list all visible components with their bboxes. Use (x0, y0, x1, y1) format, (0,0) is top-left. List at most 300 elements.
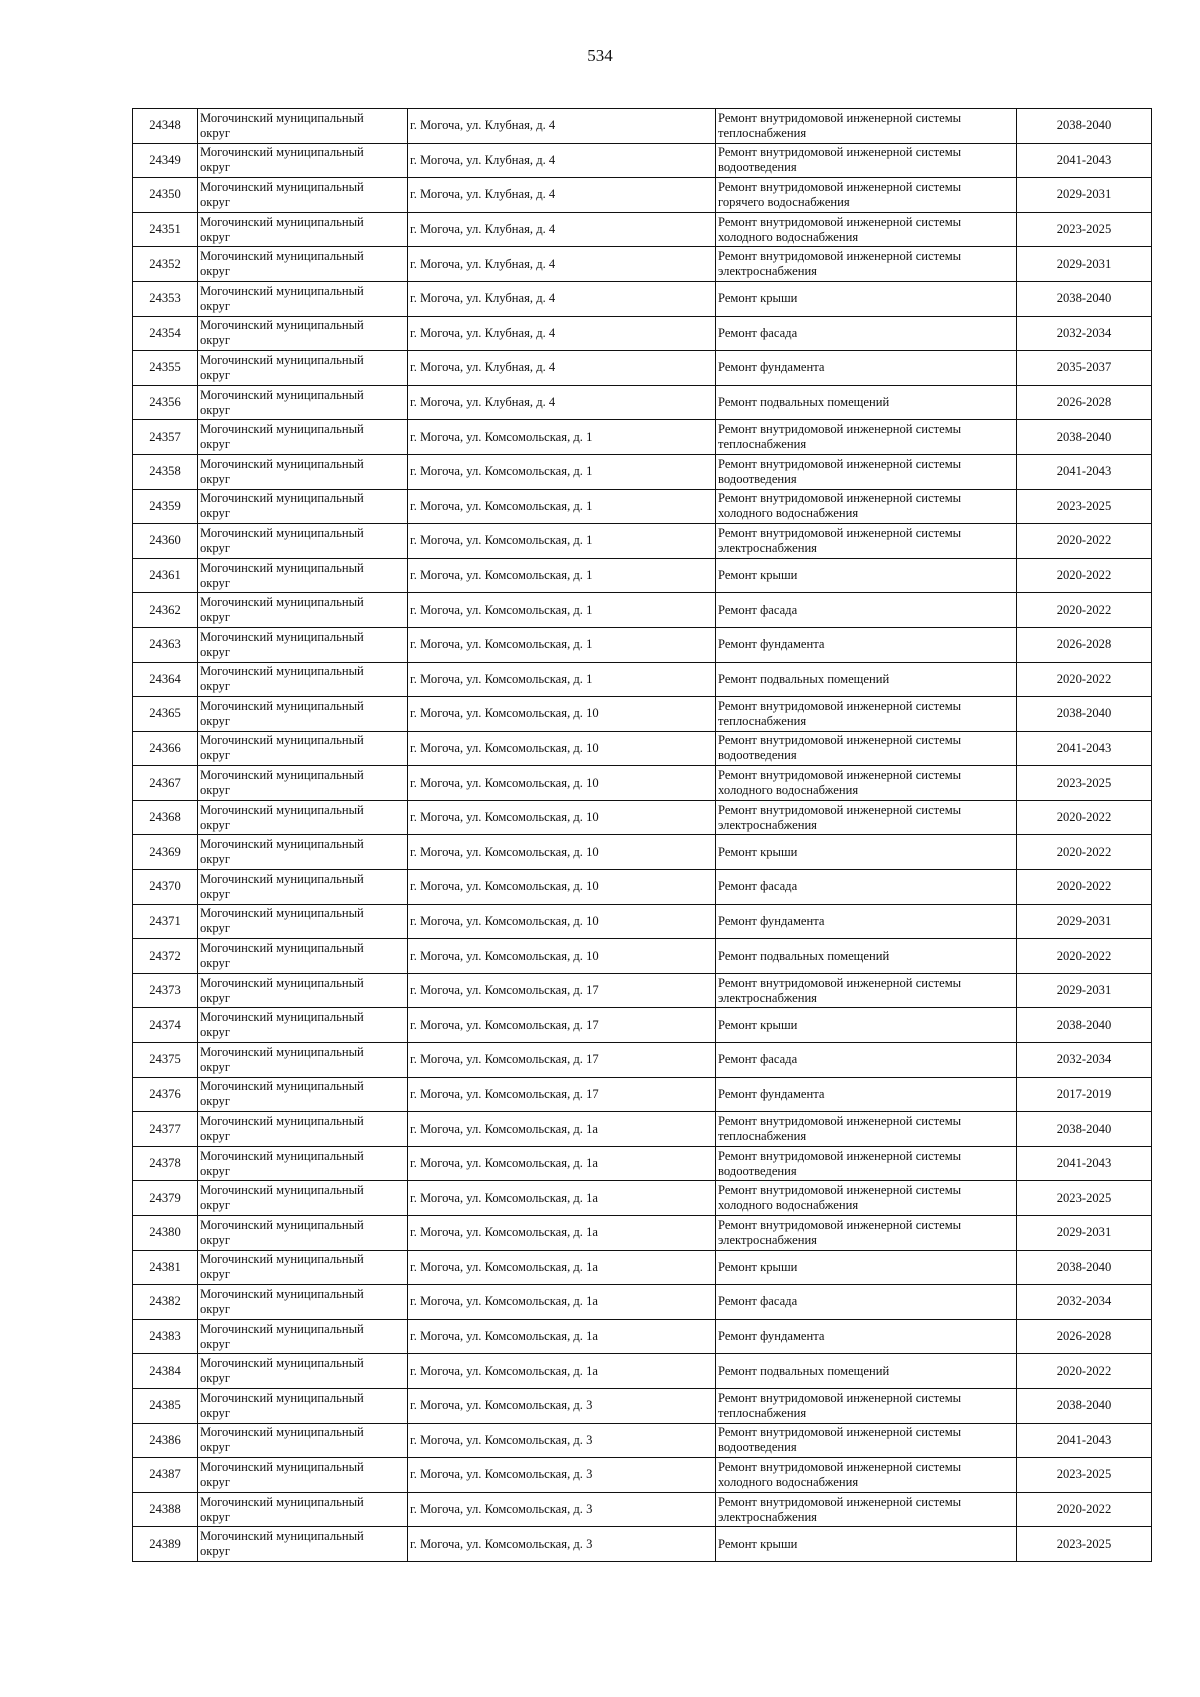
municipality-cell (198, 904, 408, 939)
period-cell: 2020-2022 (1017, 835, 1152, 870)
municipality-text: Могочинский муниципальный округ (200, 802, 364, 832)
table-row (133, 420, 1152, 455)
municipality-text: Могочинский муниципальный округ (200, 629, 364, 659)
period-cell: 2038-2040 (1017, 420, 1152, 455)
row-number: 24364 (133, 662, 198, 697)
municipality-text: Могочинский муниципальный округ (200, 871, 364, 901)
municipality-cell (198, 524, 408, 559)
municipality-cell (198, 1008, 408, 1043)
municipality-text: Могочинский муниципальный округ (200, 456, 364, 486)
work-type-text: Ремонт фундамента (718, 913, 825, 928)
address-cell: г. Могоча, ул. Комсомольская, д. 17 (408, 1043, 716, 1078)
row-number: 24376 (133, 1077, 198, 1112)
address-cell: г. Могоча, ул. Комсомольская, д. 17 (408, 1008, 716, 1043)
row-number: 24379 (133, 1181, 198, 1216)
municipality-cell (198, 870, 408, 905)
table-row (133, 1527, 1152, 1562)
row-number: 24386 (133, 1423, 198, 1458)
work-type-cell (716, 247, 1017, 282)
work-type-text: Ремонт внутридомовой инженерной системы холодного водоснабжения (718, 768, 962, 798)
work-type-text: Ремонт внутридомовой инженерной системы электроснабжения (718, 1217, 962, 1247)
address-cell: г. Могоча, ул. Комсомольская, д. 10 (408, 731, 716, 766)
address-cell: г. Могоча, ул. Комсомольская, д. 1 (408, 662, 716, 697)
table-row (133, 247, 1152, 282)
work-type-text: Ремонт внутридомовой инженерной системы электроснабжения (718, 975, 962, 1005)
period-cell: 2029-2031 (1017, 1216, 1152, 1251)
municipality-cell (198, 627, 408, 662)
address-cell: г. Могоча, ул. Комсомольская, д. 1а (408, 1250, 716, 1285)
table-row (133, 1423, 1152, 1458)
address-cell: г. Могоча, ул. Комсомольская, д. 1а (408, 1216, 716, 1251)
period-cell: 2020-2022 (1017, 593, 1152, 628)
work-type-cell (716, 870, 1017, 905)
address-cell: г. Могоча, ул. Клубная, д. 4 (408, 178, 716, 213)
table-row (133, 939, 1152, 974)
municipality-text: Могочинский муниципальный округ (200, 283, 364, 313)
municipality-cell (198, 1527, 408, 1562)
row-number: 24389 (133, 1527, 198, 1562)
municipality-text: Могочинский муниципальный округ (200, 1183, 364, 1213)
municipality-text: Могочинский муниципальный округ (200, 525, 364, 555)
period-cell: 2041-2043 (1017, 1146, 1152, 1181)
period-cell: 2038-2040 (1017, 1250, 1152, 1285)
work-type-text: Ремонт внутридомовой инженерной системы холодного водоснабжения (718, 1183, 962, 1213)
municipality-text: Могочинский муниципальный округ (200, 1321, 364, 1351)
work-type-cell (716, 1458, 1017, 1493)
row-number: 24349 (133, 143, 198, 178)
row-number: 24365 (133, 697, 198, 732)
period-cell: 2020-2022 (1017, 524, 1152, 559)
municipality-text: Могочинский муниципальный округ (200, 595, 364, 625)
municipality-cell (198, 1216, 408, 1251)
table-row (133, 1146, 1152, 1181)
municipality-text: Могочинский муниципальный округ (200, 110, 364, 140)
work-type-cell (716, 1008, 1017, 1043)
municipality-cell (198, 1077, 408, 1112)
municipality-text: Могочинский муниципальный округ (200, 975, 364, 1005)
table-row (133, 731, 1152, 766)
municipality-text: Могочинский муниципальный округ (200, 1044, 364, 1074)
municipality-text: Могочинский муниципальный округ (200, 1217, 364, 1247)
work-type-cell (716, 351, 1017, 386)
table-row (133, 1319, 1152, 1354)
table-row (133, 351, 1152, 386)
municipality-text: Могочинский муниципальный округ (200, 768, 364, 798)
address-cell: г. Могоча, ул. Комсомольская, д. 1а (408, 1112, 716, 1147)
work-type-cell (716, 454, 1017, 489)
table-row (133, 281, 1152, 316)
work-type-cell (716, 835, 1017, 870)
row-number: 24362 (133, 593, 198, 628)
municipality-cell (198, 109, 408, 144)
row-number: 24359 (133, 489, 198, 524)
municipality-cell (198, 351, 408, 386)
work-type-cell (716, 212, 1017, 247)
period-cell: 2026-2028 (1017, 627, 1152, 662)
table-row (133, 904, 1152, 939)
work-type-text: Ремонт внутридомовой инженерной системы водоотведения (718, 145, 962, 175)
municipality-text: Могочинский муниципальный округ (200, 1529, 364, 1559)
work-type-text: Ремонт крыши (718, 1259, 798, 1274)
municipality-cell (198, 1458, 408, 1493)
work-type-cell (716, 1216, 1017, 1251)
work-type-text: Ремонт внутридомовой инженерной системы горячего водоснабжения (718, 179, 962, 209)
period-cell: 2020-2022 (1017, 662, 1152, 697)
work-type-cell (716, 109, 1017, 144)
municipality-cell (198, 1285, 408, 1320)
row-number: 24348 (133, 109, 198, 144)
period-cell: 2041-2043 (1017, 454, 1152, 489)
table-row (133, 835, 1152, 870)
municipality-cell (198, 1492, 408, 1527)
row-number: 24355 (133, 351, 198, 386)
work-type-text: Ремонт внутридомовой инженерной системы теплоснабжения (718, 110, 962, 140)
municipality-text: Могочинский муниципальный округ (200, 1459, 364, 1489)
table-row (133, 662, 1152, 697)
address-cell: г. Могоча, ул. Комсомольская, д. 10 (408, 939, 716, 974)
row-number: 24363 (133, 627, 198, 662)
work-type-cell (716, 1285, 1017, 1320)
table-row (133, 627, 1152, 662)
table-row (133, 385, 1152, 420)
row-number: 24378 (133, 1146, 198, 1181)
municipality-text: Могочинский муниципальный округ (200, 941, 364, 971)
repair-schedule-table (132, 108, 1152, 1562)
row-number: 24367 (133, 766, 198, 801)
work-type-cell (716, 627, 1017, 662)
work-type-cell (716, 939, 1017, 974)
page-number: 534 (587, 46, 613, 65)
address-cell: г. Могоча, ул. Комсомольская, д. 10 (408, 835, 716, 870)
work-type-cell (716, 558, 1017, 593)
municipality-text: Могочинский муниципальный округ (200, 1148, 364, 1178)
table-row (133, 1008, 1152, 1043)
municipality-text: Могочинский муниципальный округ (200, 214, 364, 244)
work-type-text: Ремонт крыши (718, 291, 798, 306)
address-cell: г. Могоча, ул. Клубная, д. 4 (408, 143, 716, 178)
period-cell: 2020-2022 (1017, 1492, 1152, 1527)
municipality-cell (198, 178, 408, 213)
work-type-text: Ремонт подвальных помещений (718, 671, 890, 686)
table-row (133, 766, 1152, 801)
row-number: 24369 (133, 835, 198, 870)
municipality-text: Могочинский муниципальный округ (200, 1252, 364, 1282)
table-row (133, 1285, 1152, 1320)
work-type-cell (716, 904, 1017, 939)
municipality-text: Могочинский муниципальный округ (200, 1286, 364, 1316)
period-cell: 2029-2031 (1017, 247, 1152, 282)
table-row (133, 1388, 1152, 1423)
work-type-cell (716, 1043, 1017, 1078)
row-number: 24377 (133, 1112, 198, 1147)
work-type-cell (716, 1527, 1017, 1562)
municipality-text: Могочинский муниципальный округ (200, 1356, 364, 1386)
period-cell: 2023-2025 (1017, 766, 1152, 801)
work-type-text: Ремонт внутридомовой инженерной системы электроснабжения (718, 802, 962, 832)
work-type-text: Ремонт внутридомовой инженерной системы холодного водоснабжения (718, 491, 962, 521)
work-type-text: Ремонт фасада (718, 602, 798, 617)
municipality-cell (198, 212, 408, 247)
period-cell: 2041-2043 (1017, 143, 1152, 178)
municipality-text: Могочинский муниципальный округ (200, 1390, 364, 1420)
municipality-cell (198, 973, 408, 1008)
work-type-text: Ремонт фасада (718, 879, 798, 894)
address-cell: г. Могоча, ул. Комсомольская, д. 10 (408, 697, 716, 732)
work-type-cell (716, 316, 1017, 351)
work-type-text: Ремонт внутридомовой инженерной системы электроснабжения (718, 249, 962, 279)
work-type-cell (716, 1250, 1017, 1285)
period-cell: 2023-2025 (1017, 1527, 1152, 1562)
work-type-text: Ремонт фасада (718, 1052, 798, 1067)
table-body (133, 109, 1152, 1562)
work-type-cell (716, 1388, 1017, 1423)
row-number: 24380 (133, 1216, 198, 1251)
period-cell: 2035-2037 (1017, 351, 1152, 386)
row-number: 24351 (133, 212, 198, 247)
work-type-text: Ремонт подвальных помещений (718, 395, 890, 410)
work-type-text: Ремонт внутридомовой инженерной системы водоотведения (718, 456, 962, 486)
municipality-cell (198, 1181, 408, 1216)
row-number: 24385 (133, 1388, 198, 1423)
work-type-text: Ремонт фасада (718, 1294, 798, 1309)
period-cell: 2023-2025 (1017, 1181, 1152, 1216)
period-cell: 2029-2031 (1017, 973, 1152, 1008)
municipality-cell (198, 316, 408, 351)
work-type-text: Ремонт внутридомовой инженерной системы теплоснабжения (718, 698, 962, 728)
work-type-text: Ремонт фундамента (718, 360, 825, 375)
row-number: 24366 (133, 731, 198, 766)
municipality-text: Могочинский муниципальный округ (200, 1079, 364, 1109)
municipality-cell (198, 1319, 408, 1354)
period-cell: 2020-2022 (1017, 870, 1152, 905)
table-row (133, 1112, 1152, 1147)
work-type-cell (716, 1077, 1017, 1112)
municipality-cell (198, 420, 408, 455)
address-cell: г. Могоча, ул. Комсомольская, д. 3 (408, 1458, 716, 1493)
period-cell: 2041-2043 (1017, 731, 1152, 766)
municipality-cell (198, 281, 408, 316)
row-number: 24353 (133, 281, 198, 316)
period-cell: 2041-2043 (1017, 1423, 1152, 1458)
table-row (133, 1492, 1152, 1527)
work-type-cell (716, 281, 1017, 316)
municipality-cell (198, 1423, 408, 1458)
row-number: 24357 (133, 420, 198, 455)
municipality-cell (198, 697, 408, 732)
municipality-text: Могочинский муниципальный округ (200, 318, 364, 348)
address-cell: г. Могоча, ул. Клубная, д. 4 (408, 212, 716, 247)
municipality-cell (198, 454, 408, 489)
work-type-text: Ремонт внутридомовой инженерной системы водоотведения (718, 733, 962, 763)
address-cell: г. Могоча, ул. Комсомольская, д. 10 (408, 904, 716, 939)
address-cell: г. Могоча, ул. Комсомольская, д. 1 (408, 558, 716, 593)
address-cell: г. Могоча, ул. Клубная, д. 4 (408, 385, 716, 420)
work-type-cell (716, 1319, 1017, 1354)
period-cell: 2038-2040 (1017, 1112, 1152, 1147)
period-cell: 2023-2025 (1017, 212, 1152, 247)
row-number: 24350 (133, 178, 198, 213)
period-cell: 2038-2040 (1017, 1008, 1152, 1043)
municipality-cell (198, 1250, 408, 1285)
work-type-cell (716, 593, 1017, 628)
work-type-text: Ремонт крыши (718, 1017, 798, 1032)
table-row (133, 1181, 1152, 1216)
work-type-cell (716, 662, 1017, 697)
address-cell: г. Могоча, ул. Клубная, д. 4 (408, 316, 716, 351)
row-number: 24374 (133, 1008, 198, 1043)
address-cell: г. Могоча, ул. Клубная, д. 4 (408, 109, 716, 144)
row-number: 24360 (133, 524, 198, 559)
address-cell: г. Могоча, ул. Комсомольская, д. 1 (408, 489, 716, 524)
municipality-cell (198, 1112, 408, 1147)
municipality-cell (198, 247, 408, 282)
municipality-text: Могочинский муниципальный округ (200, 249, 364, 279)
period-cell: 2020-2022 (1017, 800, 1152, 835)
address-cell: г. Могоча, ул. Комсомольская, д. 10 (408, 766, 716, 801)
municipality-text: Могочинский муниципальный округ (200, 352, 364, 382)
period-cell: 2023-2025 (1017, 489, 1152, 524)
period-cell: 2038-2040 (1017, 109, 1152, 144)
work-type-cell (716, 1181, 1017, 1216)
row-number: 24368 (133, 800, 198, 835)
work-type-text: Ремонт внутридомовой инженерной системы теплоснабжения (718, 1390, 962, 1420)
table-row (133, 143, 1152, 178)
table-row (133, 1077, 1152, 1112)
address-cell: г. Могоча, ул. Клубная, д. 4 (408, 281, 716, 316)
address-cell: г. Могоча, ул. Комсомольская, д. 1а (408, 1354, 716, 1389)
municipality-text: Могочинский муниципальный округ (200, 906, 364, 936)
municipality-cell (198, 489, 408, 524)
work-type-text: Ремонт внутридомовой инженерной системы теплоснабжения (718, 1114, 962, 1144)
municipality-text: Могочинский муниципальный округ (200, 560, 364, 590)
period-cell: 2038-2040 (1017, 1388, 1152, 1423)
municipality-cell (198, 939, 408, 974)
work-type-text: Ремонт фундамента (718, 1329, 825, 1344)
work-type-text: Ремонт внутридомовой инженерной системы электроснабжения (718, 1494, 962, 1524)
address-cell: г. Могоча, ул. Клубная, д. 4 (408, 351, 716, 386)
address-cell: г. Могоча, ул. Клубная, д. 4 (408, 247, 716, 282)
table-row (133, 316, 1152, 351)
row-number: 24372 (133, 939, 198, 974)
address-cell: г. Могоча, ул. Комсомольская, д. 1 (408, 420, 716, 455)
table-row (133, 800, 1152, 835)
row-number: 24381 (133, 1250, 198, 1285)
work-type-text: Ремонт внутридомовой инженерной системы холодного водоснабжения (718, 214, 962, 244)
address-cell: г. Могоча, ул. Комсомольская, д. 1 (408, 627, 716, 662)
period-cell: 2026-2028 (1017, 385, 1152, 420)
row-number: 24371 (133, 904, 198, 939)
municipality-cell (198, 558, 408, 593)
municipality-cell (198, 766, 408, 801)
work-type-cell (716, 1492, 1017, 1527)
table-row (133, 697, 1152, 732)
row-number: 24358 (133, 454, 198, 489)
table-row (133, 489, 1152, 524)
address-cell: г. Могоча, ул. Комсомольская, д. 3 (408, 1492, 716, 1527)
work-type-text: Ремонт фундамента (718, 637, 825, 652)
municipality-text: Могочинский муниципальный округ (200, 698, 364, 728)
table-row (133, 558, 1152, 593)
municipality-text: Могочинский муниципальный округ (200, 491, 364, 521)
municipality-text: Могочинский муниципальный округ (200, 733, 364, 763)
municipality-cell (198, 143, 408, 178)
work-type-cell (716, 766, 1017, 801)
address-cell: г. Могоча, ул. Комсомольская, д. 1а (408, 1319, 716, 1354)
work-type-text: Ремонт подвальных помещений (718, 1363, 890, 1378)
municipality-text: Могочинский муниципальный округ (200, 387, 364, 417)
municipality-cell (198, 662, 408, 697)
row-number: 24352 (133, 247, 198, 282)
period-cell: 2032-2034 (1017, 1043, 1152, 1078)
period-cell: 2032-2034 (1017, 1285, 1152, 1320)
work-type-cell (716, 420, 1017, 455)
work-type-text: Ремонт фундамента (718, 1086, 825, 1101)
work-type-text: Ремонт крыши (718, 1536, 798, 1551)
address-cell: г. Могоча, ул. Комсомольская, д. 1а (408, 1181, 716, 1216)
municipality-text: Могочинский муниципальный округ (200, 1494, 364, 1524)
municipality-text: Могочинский муниципальный округ (200, 1425, 364, 1455)
municipality-cell (198, 1043, 408, 1078)
address-cell: г. Могоча, ул. Комсомольская, д. 3 (408, 1423, 716, 1458)
municipality-text: Могочинский муниципальный округ (200, 179, 364, 209)
period-cell: 2017-2019 (1017, 1077, 1152, 1112)
address-cell: г. Могоча, ул. Комсомольская, д. 1 (408, 593, 716, 628)
work-type-text: Ремонт крыши (718, 844, 798, 859)
period-cell: 2026-2028 (1017, 1319, 1152, 1354)
municipality-text: Могочинский муниципальный округ (200, 145, 364, 175)
table-row (133, 524, 1152, 559)
table-row (133, 1250, 1152, 1285)
row-number: 24384 (133, 1354, 198, 1389)
work-type-cell (716, 1423, 1017, 1458)
period-cell: 2038-2040 (1017, 281, 1152, 316)
work-type-text: Ремонт внутридомовой инженерной системы водоотведения (718, 1425, 962, 1455)
work-type-cell (716, 697, 1017, 732)
period-cell: 2029-2031 (1017, 904, 1152, 939)
address-cell: г. Могоча, ул. Комсомольская, д. 17 (408, 973, 716, 1008)
municipality-cell (198, 1354, 408, 1389)
row-number: 24361 (133, 558, 198, 593)
row-number: 24375 (133, 1043, 198, 1078)
work-type-text: Ремонт крыши (718, 568, 798, 583)
table-row (133, 1354, 1152, 1389)
row-number: 24383 (133, 1319, 198, 1354)
work-type-cell (716, 800, 1017, 835)
table-row (133, 973, 1152, 1008)
municipality-cell (198, 1146, 408, 1181)
table-row (133, 1458, 1152, 1493)
table-row (133, 870, 1152, 905)
work-type-cell (716, 178, 1017, 213)
work-type-cell (716, 524, 1017, 559)
municipality-cell (198, 385, 408, 420)
address-cell: г. Могоча, ул. Комсомольская, д. 3 (408, 1527, 716, 1562)
table-row (133, 454, 1152, 489)
work-type-cell (716, 1112, 1017, 1147)
address-cell: г. Могоча, ул. Комсомольская, д. 10 (408, 870, 716, 905)
row-number: 24373 (133, 973, 198, 1008)
period-cell: 2038-2040 (1017, 697, 1152, 732)
address-cell: г. Могоча, ул. Комсомольская, д. 1а (408, 1285, 716, 1320)
period-cell: 2020-2022 (1017, 1354, 1152, 1389)
work-type-cell (716, 731, 1017, 766)
address-cell: г. Могоча, ул. Комсомольская, д. 10 (408, 800, 716, 835)
work-type-cell (716, 143, 1017, 178)
table-row (133, 593, 1152, 628)
table-row (133, 212, 1152, 247)
municipality-text: Могочинский муниципальный округ (200, 1010, 364, 1040)
work-type-text: Ремонт подвальных помещений (718, 948, 890, 963)
